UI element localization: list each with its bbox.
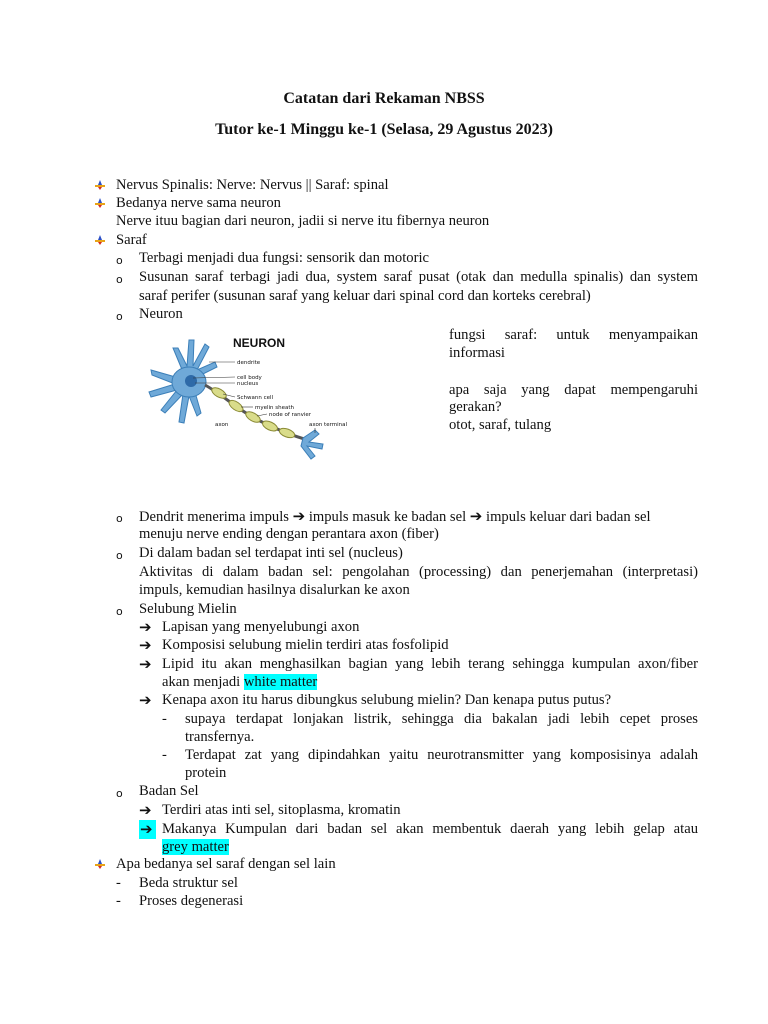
arrow-item-kumpulan-line2 (162, 838, 229, 857)
arrow-right-icon: ➔ (139, 636, 152, 654)
arrow-right-icon: ➔ (139, 691, 152, 709)
circle-bullet-icon: o (116, 310, 123, 323)
dash-bullet-icon: - (162, 747, 167, 763)
arrow-item-lipid-line2: akan menjadi white matter (162, 674, 318, 690)
circle-bullet-icon: o (116, 273, 123, 286)
arrow-item-lipid-line1: Lipid itu akan menghasilkan bagian yang lebih terang sehingga kumpulan axon/fiber (162, 656, 698, 672)
label-dendrite: dendrite (237, 360, 261, 366)
arrow-item-terdiri: Terdiri atas inti sel, sitoplasma, kromatin (162, 802, 401, 818)
arrow-item-lapisan: Lapisan yang menyelubungi axon (162, 619, 360, 635)
neuron-diagram (143, 330, 375, 462)
circle-bullet-icon: o (116, 787, 123, 800)
sub-item-badan-sel: Badan Sel (139, 783, 199, 799)
document-title: Catatan dari Rekaman NBSS (283, 90, 485, 107)
sub-item-aktivitas-line1: Aktivitas di dalam badan sel: pengolahan (processing) dan penerjemahan (interpretasi) (139, 564, 698, 580)
bullet-icon (94, 234, 106, 246)
arrow-right-icon: ➔ (139, 618, 152, 636)
circle-bullet-icon: o (116, 254, 123, 267)
label-node-of-ranvier: node of ranvier (269, 412, 312, 418)
side-note-fungsi-saraf-line2: informasi (449, 345, 505, 361)
dash-item-degenerasi: Proses degenerasi (139, 893, 244, 909)
bullet-item-nervus-spinalis: Nervus Spinalis: Nerve: Nervus || Saraf: spinal (116, 177, 389, 193)
bullet-item-nerve-neuron-note: Nerve ituu bagian dari neuron, jadii si nerve itu fibernya neuron (116, 213, 490, 229)
arrow-right-icon: ➔ (139, 820, 156, 839)
dash-item-neurotransmitter-line2: protein (185, 765, 227, 781)
arrow-right-icon: ➔ (469, 507, 483, 525)
arrow-right-icon: ➔ (139, 801, 152, 819)
label-nucleus: nucleus (237, 381, 259, 387)
sub-item-dendrit-line2: menuju nerve ending dengan perantara axon (fiber) (139, 526, 439, 542)
highlight-grey-matter: grey matter (162, 839, 229, 855)
label-cell-body: cell body (237, 375, 262, 381)
arrow-item-komposisi: Komposisi selubung mielin terdiri atas fosfolipid (162, 637, 449, 653)
circle-bullet-icon: o (116, 605, 123, 618)
label-axon-terminal: axon terminal (309, 422, 348, 428)
dash-item-lonjakan-line2: transfernya. (185, 729, 255, 745)
document-subtitle: Tutor ke-1 Minggu ke-1 (Selasa, 29 Agustus 2023) (215, 121, 553, 138)
neuron-diagram-title: NEURON (233, 336, 286, 350)
sub-item-aktivitas-line2: impuls, kemudian hasilnya disalurkan ke axon (139, 582, 410, 598)
dash-bullet-icon: - (162, 711, 167, 727)
arrow-item-kenapa-axon: Kenapa axon itu harus dibungkus selubung mielin? Dan kenapa putus putus? (162, 692, 612, 708)
circle-bullet-icon: o (116, 512, 123, 525)
dash-bullet-icon: - (116, 893, 121, 909)
side-note-answer: otot, saraf, tulang (449, 417, 552, 433)
bullet-item-nerve-neuron: Bedanya nerve sama neuron (116, 195, 281, 211)
label-myelin-sheath: myelin sheath (255, 405, 295, 411)
sub-item-susunan-line2: saraf perifer (susunan saraf yang keluar dari spinal cord dan korteks cerebral) (139, 288, 591, 304)
bullet-icon (94, 179, 106, 191)
dash-item-struktur: Beda struktur sel (139, 875, 238, 891)
side-note-fungsi-saraf-line1: fungsi saraf: untuk menyampaikan (449, 327, 698, 343)
label-axon: axon (215, 422, 229, 428)
dash-item-lonjakan-line1: supaya terdapat lonjakan listrik, sehingga dia bakalan jadi lebih cepet proses (185, 711, 698, 727)
arrow-right-icon: ➔ (292, 507, 306, 525)
dash-bullet-icon: - (116, 875, 121, 891)
bullet-item-bedanya-sel: Apa bedanya sel saraf dengan sel lain (116, 856, 336, 872)
sub-item-fungsi: Terbagi menjadi dua fungsi: sensorik dan motoric (139, 250, 429, 266)
sub-item-susunan-line1: Susunan saraf terbagi jadi dua, system saraf pusat (otak dan medulla spinalis) dan system (139, 269, 698, 285)
sub-item-inti-sel: Di dalam badan sel terdapat inti sel (nucleus) (139, 545, 403, 561)
highlight-white-matter: white matter (243, 674, 318, 690)
sub-item-selubung-mielin: Selubung Mielin (139, 601, 237, 617)
side-note-gerakan-line1: apa saja yang dapat mempengaruhi (449, 382, 698, 398)
bullet-icon (94, 858, 106, 870)
circle-bullet-icon: o (116, 549, 123, 562)
bullet-item-saraf: Saraf (116, 232, 147, 248)
arrow-right-icon: ➔ (139, 655, 152, 673)
bullet-icon (94, 197, 106, 209)
sub-item-neuron: Neuron (139, 306, 183, 322)
dash-item-neurotransmitter-line1: Terdapat zat yang dipindahkan yaitu neurotransmitter yang komposisinya adalah (185, 747, 698, 763)
arrow-item-kumpulan-line1: Makanya Kumpulan dari badan sel akan membentuk daerah yang lebih gelap atau (162, 821, 698, 837)
sub-item-dendrit-line1: Dendrit menerima impuls ➔ impuls masuk ke badan sel ➔ impuls keluar dari badan sel (139, 507, 651, 525)
label-schwann-cell: Schwann cell (237, 395, 274, 401)
side-note-gerakan-line2: gerakan? (449, 399, 502, 415)
